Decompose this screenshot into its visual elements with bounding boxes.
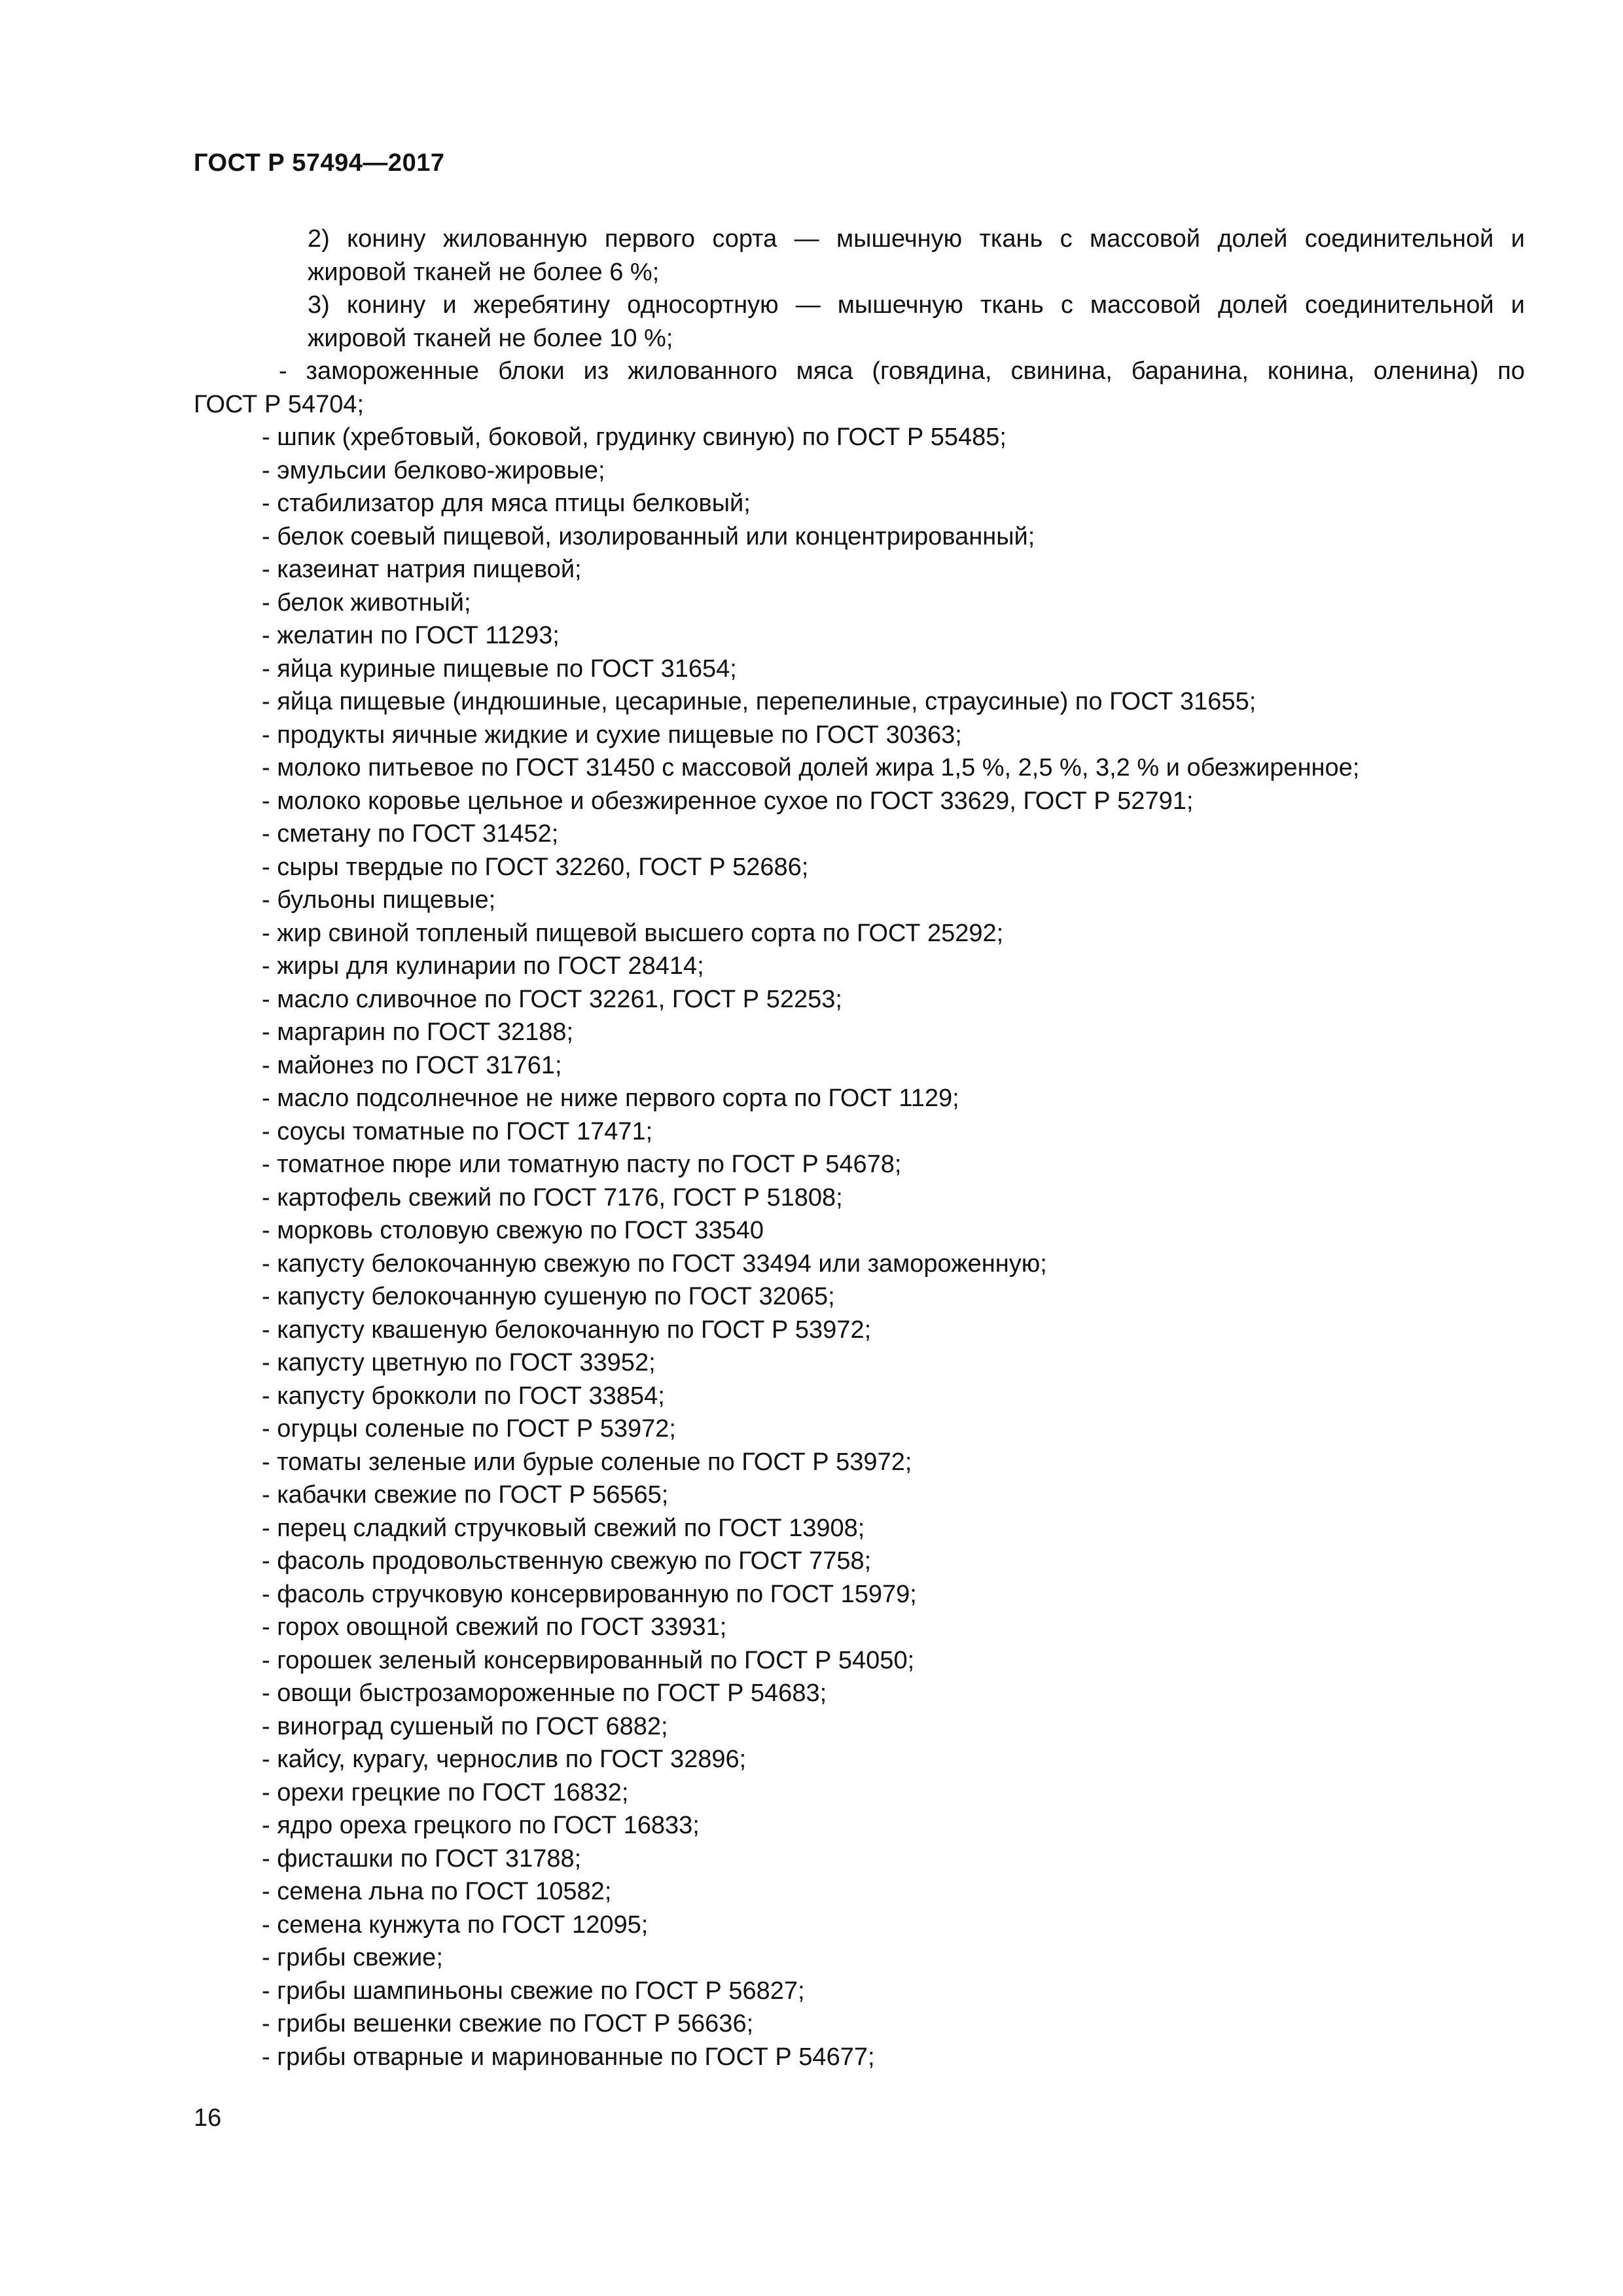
list-item: - кабачки свежие по ГОСТ Р 56565; <box>262 1481 669 1509</box>
list-item: - капусту цветную по ГОСТ 33952; <box>262 1349 656 1376</box>
list-item: - маргарин по ГОСТ 32188; <box>262 1018 574 1046</box>
list-item: - яйца куриные пищевые по ГОСТ 31654; <box>262 655 737 683</box>
list-item: - фасоль продовольственную свежую по ГОСТ 7758; <box>262 1547 872 1575</box>
list-item: - горошек зеленый консервированный по ГОСТ Р 54050; <box>262 1646 915 1674</box>
item-2-line-2: жировой тканей не более 6 %; <box>308 258 660 286</box>
ingredients-list <box>194 421 1525 2073</box>
list-item: - соусы томатные по ГОСТ 17471; <box>262 1117 653 1145</box>
list-item: - сыры твердые по ГОСТ 32260, ГОСТ Р 52686; <box>262 853 809 881</box>
page-number: 16 <box>194 2104 222 2132</box>
list-item: - семена кунжута по ГОСТ 12095; <box>262 1910 649 1939</box>
document-body <box>194 223 1525 2073</box>
list-item: - казеинат натрия пищевой; <box>262 556 582 583</box>
list-item: - бульоны пищевые; <box>262 886 496 914</box>
list-item: - продукты яичные жидкие и сухие пищевые по ГОСТ 30363; <box>262 721 962 749</box>
list-item: - фисташки по ГОСТ 31788; <box>262 1844 582 1873</box>
list-item: - перец сладкий стручковый свежий по ГОСТ 13908; <box>262 1514 865 1542</box>
list-item: - яйца пищевые (индюшиные, цесариные, перепелиные, страусиные) по ГОСТ 31655; <box>262 688 1257 715</box>
list-item: - огурцы соленые по ГОСТ Р 53972; <box>262 1415 676 1443</box>
list-item: - эмульсии белково-жировые; <box>262 456 605 484</box>
frozen-blocks-line-1: - замороженные блоки из жилованного мяса (говядина, свинина, баранина, конина, оленина) по <box>279 357 1525 385</box>
list-item: - томатное пюре или томатную пасту по ГОСТ Р 54678; <box>262 1151 902 1178</box>
list-item: - грибы отварные и маринованные по ГОСТ Р 54677; <box>262 2043 875 2071</box>
item-3-line-2: жировой тканей не более 10 %; <box>308 324 673 352</box>
list-item: - капусту квашеную белокочанную по ГОСТ Р 53972; <box>262 1316 872 1344</box>
list-item: - семена льна по ГОСТ 10582; <box>262 1878 612 1905</box>
list-item: - томаты зеленые или бурые соленые по ГОСТ Р 53972; <box>262 1448 912 1476</box>
list-item: - сметану по ГОСТ 31452; <box>262 820 559 848</box>
list-item: - белок соевый пищевой, изолированный или концентрированный; <box>262 522 1035 550</box>
list-item: - картофель свежий по ГОСТ 7176, ГОСТ Р 51808; <box>262 1183 843 1211</box>
list-item: - морковь столовую свежую по ГОСТ 33540 <box>262 1217 764 1244</box>
list-item: - капусту белокочанную сушеную по ГОСТ 32065; <box>262 1283 835 1310</box>
list-item: - грибы вешенки свежие по ГОСТ Р 56636; <box>262 2010 754 2037</box>
list-item: - грибы свежие; <box>262 1944 443 1971</box>
list-item: - орехи грецкие по ГОСТ 16832; <box>262 1778 629 1806</box>
list-item: - желатин по ГОСТ 11293; <box>262 622 560 649</box>
list-item: - капусту белокочанную свежую по ГОСТ 33494 или замороженную; <box>262 1249 1047 1278</box>
list-item: - белок животный; <box>262 588 471 617</box>
list-item: - майонез по ГОСТ 31761; <box>262 1051 562 1079</box>
document-header: ГОСТ Р 57494—2017 <box>194 149 445 177</box>
list-item: - масло подсолнечное не ниже первого сорта по ГОСТ 1129; <box>262 1085 959 1112</box>
list-item: - ядро ореха грецкого по ГОСТ 16833; <box>262 1812 700 1839</box>
list-item: - фасоль стручковую консервированную по ГОСТ 15979; <box>262 1580 917 1608</box>
list-item: - молоко питьевое по ГОСТ 31450 с массовой долей жира 1,5 %, 2,5 %, 3,2 % и обезжиренное; <box>262 754 1360 781</box>
list-item: - жир свиной топленый пищевой высшего сорта по ГОСТ 25292; <box>262 919 1004 947</box>
frozen-blocks-line-2: ГОСТ Р 54704; <box>194 390 365 418</box>
list-item: - кайсу, курагу, чернослив по ГОСТ 32896; <box>262 1746 747 1773</box>
list-item: - масло сливочное по ГОСТ 32261, ГОСТ Р 52253; <box>262 985 842 1013</box>
list-item: - стабилизатор для мяса птицы белковый; <box>262 490 751 517</box>
list-item: - капусту брокколи по ГОСТ 33854; <box>262 1382 665 1410</box>
item-3-line-1: 3) конину и жеребятину односортную — мышечную ткань с массовой долей соединительной и <box>308 291 1525 319</box>
list-item: - жиры для кулинарии по ГОСТ 28414; <box>262 952 704 980</box>
list-item: - грибы шампиньоны свежие по ГОСТ Р 56827; <box>262 1977 805 2005</box>
item-2-line-1: 2) конину жилованную первого сорта — мышечную ткань с массовой долей соединительной и <box>308 225 1525 253</box>
list-item: - молоко коровье цельное и обезжиренное сухое по ГОСТ 33629, ГОСТ Р 52791; <box>262 787 1194 815</box>
list-item: - овощи быстрозамороженные по ГОСТ Р 54683; <box>262 1679 827 1707</box>
list-item: - горох овощной свежий по ГОСТ 33931; <box>262 1613 727 1641</box>
list-item: - шпик (хребтовый, боковой, грудинку свиную) по ГОСТ Р 55485; <box>262 423 1007 451</box>
list-item: - виноград сушеный по ГОСТ 6882; <box>262 1712 668 1740</box>
